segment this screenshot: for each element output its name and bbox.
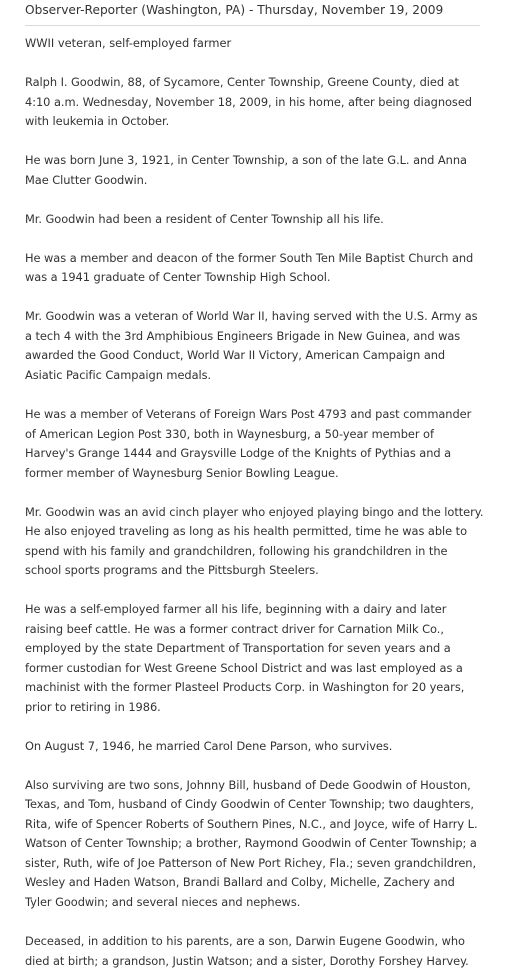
source-header: Observer-Reporter (Washington, PA) - Thursday, November 19, 2009 (25, 0, 480, 26)
obituary-subtitle: WWII veteran, self-employed farmer (25, 36, 232, 50)
paragraph-deceased: Deceased, in addition to his parents, are a son, Darwin Eugene Goodwin, who died at birth; a grandson, Justin Watson; and a sister, Dorothy Forshey Harvey. (25, 934, 469, 968)
paragraph-death-notice: Ralph I. Goodwin, 88, of Sycamore, Center Township, Greene County, died at 4:10 a.m. Wednesday, November 18, 2009, in his home, after being diagnosed with leukemia in October. (25, 75, 472, 129)
paragraph-memberships: He was a member of Veterans of Foreign Wars Post 4793 and past commander of American Legion Post 330, both in Waynesburg, a 50-year member of Harvey's Grange 1444 and Graysville Lodge of the Knights of Pythias and a former member of Waynesburg Senior Bowling League. (25, 407, 472, 480)
paragraph-church-school: He was a member and deacon of the former South Ten Mile Baptist Church and was a 1941 graduate of Center Township High School. (25, 250, 474, 285)
paragraph-military-service: Mr. Goodwin was a veteran of World War II, having served with the U.S. Army as a tech 4 with the 3rd Amphibious Engineers Brigade in New Guinea, and was awarded the Good Conduct, World War II Victory, American Campaign and Asiatic Pacific Campaign medals. (25, 309, 478, 382)
paragraph-residence: Mr. Goodwin had been a resident of Center Township all his life. (25, 211, 384, 226)
paragraph-interests: Mr. Goodwin was an avid cinch player who enjoyed playing bingo and the lottery. He also enjoyed traveling as long as his health permitted, time he was able to spend with his family and grandchildren, following his grandchildren in the school sports programs and the Pittsburgh Steelers. (25, 504, 484, 578)
paragraph-career: He was a self-employed farmer all his life, beginning with a dairy and later raising beef cattle. He was a former contract driver for Carnation Milk Co., employed by the state Department of Transportation for seven years and a former custodian for West Greene School District and was last employed as a machinist with the former Plasteel Products Corp. in Washington for 20 years, prior to retiring in 1986. (25, 602, 465, 714)
paragraph-survivors: Also surviving are two sons, Johnny Bill, husband of Dede Goodwin of Houston, Texas, and Tom, husband of Cindy Goodwin of Center Township; two daughters, Rita, wife of Spencer Roberts of Southern Pines, N.C., and Joyce, wife of Harry L. Watson of Center Township; a brother, Raymond Goodwin of Center Township; a sister, Ruth, wife of Joe Patterson of New Port Richey, Fla.; seven grandchildren, Wesley and Haden Watson, Brandi Ballard and Colby, Michelle, Zachery and Tyler Goodwin; and several nieces and nephews. (25, 777, 478, 909)
paragraph-birth: He was born June 3, 1921, in Center Township, a son of the late G.L. and Anna Mae Clutter Goodwin. (25, 153, 467, 187)
paragraph-marriage: On August 7, 1946, he married Carol Dene Parson, who survives. (25, 738, 393, 753)
